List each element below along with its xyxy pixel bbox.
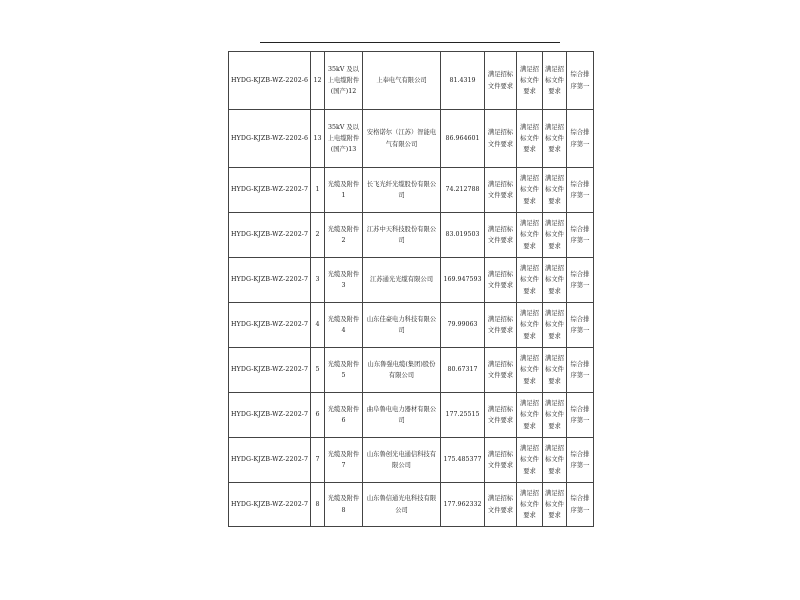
cell-bid-price: 175.485377 xyxy=(441,438,485,483)
cell-lot-number: 2 xyxy=(311,213,325,258)
cell-eval-1: 满足招标文件要求 xyxy=(485,483,517,527)
table-row xyxy=(229,213,594,258)
cell-eval-1: 满足招标文件要求 xyxy=(485,110,517,168)
cell-bidder-name: 山东鲁创光电通信科技有限公司 xyxy=(363,438,441,483)
cell-bid-price: 86.964601 xyxy=(441,110,485,168)
cell-lot-number: 5 xyxy=(311,348,325,393)
cell-bidder-name: 安格诺尔（江苏）智能电气有限公司 xyxy=(363,110,441,168)
cell-ranking-result: 综合排序第一 xyxy=(567,393,594,438)
cell-lot-name: 35kV 及以上电缆附件(国产)12 xyxy=(325,52,363,110)
cell-eval-1: 满足招标文件要求 xyxy=(485,438,517,483)
cell-ranking-result: 综合排序第一 xyxy=(567,348,594,393)
cell-eval-2: 满足招标文件要求 xyxy=(517,213,543,258)
cell-eval-1: 满足招标文件要求 xyxy=(485,52,517,110)
cell-ranking-result: 综合排序第一 xyxy=(567,110,594,168)
table-row xyxy=(229,348,594,393)
cell-package-code: HYDG-KJZB-WZ-2202-7 xyxy=(229,348,311,393)
cell-ranking-result: 综合排序第一 xyxy=(567,438,594,483)
cell-package-code: HYDG-KJZB-WZ-2202-7 xyxy=(229,393,311,438)
cell-bidder-name: 长飞光纤光缆股份有限公司 xyxy=(363,168,441,213)
table-row xyxy=(229,438,594,483)
cell-bidder-name: 江苏通光光缆有限公司 xyxy=(363,258,441,303)
table-body xyxy=(229,52,594,527)
cell-eval-3: 满足招标文件要求 xyxy=(543,258,567,303)
cell-package-code: HYDG-KJZB-WZ-2202-6 xyxy=(229,52,311,110)
cell-bid-price: 177.962332 xyxy=(441,483,485,527)
table-row xyxy=(229,303,594,348)
cell-eval-2: 满足招标文件要求 xyxy=(517,303,543,348)
cell-eval-2: 满足招标文件要求 xyxy=(517,168,543,213)
cell-bidder-name: 曲阜鲁电电力器材有限公司 xyxy=(363,393,441,438)
cell-eval-3: 满足招标文件要求 xyxy=(543,168,567,213)
table-row xyxy=(229,393,594,438)
cell-ranking-result: 综合排序第一 xyxy=(567,258,594,303)
cell-package-code: HYDG-KJZB-WZ-2202-7 xyxy=(229,258,311,303)
cell-eval-1: 满足招标文件要求 xyxy=(485,348,517,393)
cell-bid-price: 74.212788 xyxy=(441,168,485,213)
cell-eval-2: 满足招标文件要求 xyxy=(517,348,543,393)
cell-eval-3: 满足招标文件要求 xyxy=(543,483,567,527)
table-row xyxy=(229,168,594,213)
cell-bid-price: 80.67317 xyxy=(441,348,485,393)
cell-eval-3: 满足招标文件要求 xyxy=(543,348,567,393)
cell-lot-number: 12 xyxy=(311,52,325,110)
cell-eval-2: 满足招标文件要求 xyxy=(517,393,543,438)
cell-bidder-name: 山东鲁强电缆(集团)股份有限公司 xyxy=(363,348,441,393)
cell-lot-name: 35kV 及以上电缆附件(国产)13 xyxy=(325,110,363,168)
cell-eval-1: 满足招标文件要求 xyxy=(485,213,517,258)
table-row xyxy=(229,52,594,110)
cell-eval-3: 满足招标文件要求 xyxy=(543,110,567,168)
cell-lot-number: 13 xyxy=(311,110,325,168)
cell-package-code: HYDG-KJZB-WZ-2202-7 xyxy=(229,213,311,258)
cell-lot-name: 光缆及附件6 xyxy=(325,393,363,438)
cell-lot-name: 光缆及附件4 xyxy=(325,303,363,348)
cell-bid-price: 177.25515 xyxy=(441,393,485,438)
cell-ranking-result: 综合排序第一 xyxy=(567,303,594,348)
header-rule xyxy=(260,42,560,43)
cell-bid-price: 169.947593 xyxy=(441,258,485,303)
cell-eval-2: 满足招标文件要求 xyxy=(517,52,543,110)
cell-eval-3: 满足招标文件要求 xyxy=(543,213,567,258)
cell-package-code: HYDG-KJZB-WZ-2202-7 xyxy=(229,438,311,483)
bid-results-table xyxy=(228,51,594,527)
cell-package-code: HYDG-KJZB-WZ-2202-7 xyxy=(229,168,311,213)
cell-lot-number: 4 xyxy=(311,303,325,348)
cell-lot-name: 光缆及附件2 xyxy=(325,213,363,258)
cell-bidder-name: 山东佳豪电力科技有限公司 xyxy=(363,303,441,348)
cell-lot-number: 6 xyxy=(311,393,325,438)
cell-lot-number: 1 xyxy=(311,168,325,213)
cell-eval-3: 满足招标文件要求 xyxy=(543,438,567,483)
cell-lot-name: 光缆及附件8 xyxy=(325,483,363,527)
cell-eval-2: 满足招标文件要求 xyxy=(517,483,543,527)
table-row xyxy=(229,483,594,527)
cell-eval-3: 满足招标文件要求 xyxy=(543,303,567,348)
cell-bid-price: 81.4319 xyxy=(441,52,485,110)
cell-ranking-result: 综合排序第一 xyxy=(567,483,594,527)
cell-bidder-name: 山东鲁信通光电科技有限公司 xyxy=(363,483,441,527)
cell-package-code: HYDG-KJZB-WZ-2202-7 xyxy=(229,483,311,527)
cell-eval-2: 满足招标文件要求 xyxy=(517,110,543,168)
cell-ranking-result: 综合排序第一 xyxy=(567,52,594,110)
cell-lot-number: 8 xyxy=(311,483,325,527)
cell-package-code: HYDG-KJZB-WZ-2202-7 xyxy=(229,303,311,348)
cell-eval-1: 满足招标文件要求 xyxy=(485,168,517,213)
cell-eval-3: 满足招标文件要求 xyxy=(543,52,567,110)
cell-eval-2: 满足招标文件要求 xyxy=(517,258,543,303)
cell-eval-1: 满足招标文件要求 xyxy=(485,258,517,303)
cell-ranking-result: 综合排序第一 xyxy=(567,168,594,213)
cell-lot-name: 光缆及附件1 xyxy=(325,168,363,213)
cell-lot-number: 3 xyxy=(311,258,325,303)
cell-eval-1: 满足招标文件要求 xyxy=(485,393,517,438)
table-row xyxy=(229,258,594,303)
cell-bidder-name: 江苏中天科技股份有限公司 xyxy=(363,213,441,258)
cell-package-code: HYDG-KJZB-WZ-2202-6 xyxy=(229,110,311,168)
cell-lot-name: 光缆及附件5 xyxy=(325,348,363,393)
cell-lot-name: 光缆及附件7 xyxy=(325,438,363,483)
cell-eval-1: 满足招标文件要求 xyxy=(485,303,517,348)
cell-ranking-result: 综合排序第一 xyxy=(567,213,594,258)
cell-lot-number: 7 xyxy=(311,438,325,483)
cell-bid-price: 79.99063 xyxy=(441,303,485,348)
cell-eval-2: 满足招标文件要求 xyxy=(517,438,543,483)
table-row xyxy=(229,110,594,168)
cell-eval-3: 满足招标文件要求 xyxy=(543,393,567,438)
cell-bidder-name: 上奉电气有限公司 xyxy=(363,52,441,110)
cell-bid-price: 83.019503 xyxy=(441,213,485,258)
cell-lot-name: 光缆及附件3 xyxy=(325,258,363,303)
